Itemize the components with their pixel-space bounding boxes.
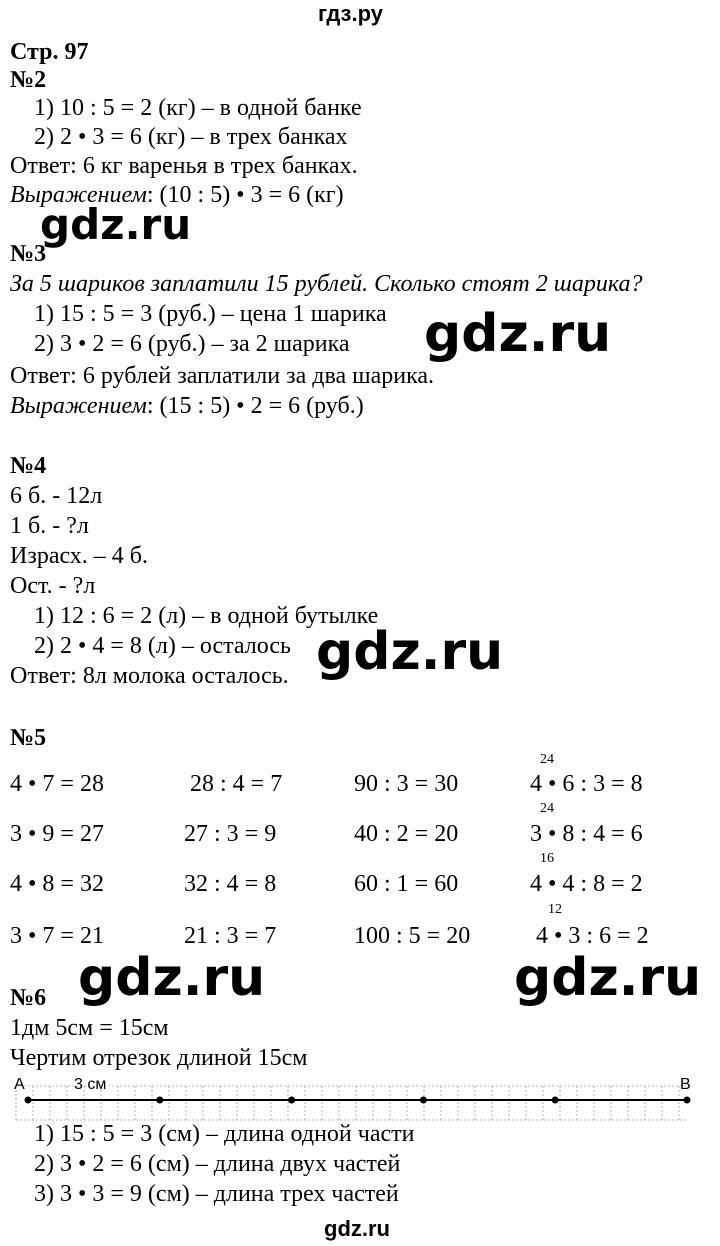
expression-label: Выражением xyxy=(10,393,147,419)
equation-cell: 3 • 7 = 21 xyxy=(10,923,104,949)
task-4-title: №4 xyxy=(10,453,47,479)
task-3-step-2: 2) 3 • 2 = 6 (руб.) – за 2 шарика xyxy=(34,331,350,357)
equation-cell: 28 : 4 = 7 xyxy=(190,771,283,797)
equation-cell: 90 : 3 = 30 xyxy=(354,771,459,797)
segment-ruler xyxy=(8,1078,702,1124)
task-6-step-1: 1) 15 : 5 = 3 (см) – длина одной части xyxy=(34,1121,415,1147)
equation-cell: 40 : 2 = 20 xyxy=(354,821,459,847)
task-4-given-4: Ост. - ?л xyxy=(10,573,96,599)
equation-cell: 4 • 6 : 3 = 8 xyxy=(530,771,643,797)
equation-cell: 32 : 4 = 8 xyxy=(184,871,277,897)
task-6-conversion: 1дм 5см = 15см xyxy=(10,1015,169,1041)
task-6-title: №6 xyxy=(10,985,47,1011)
equation-cell: 4 • 4 : 8 = 2 xyxy=(530,871,643,897)
footer-watermark: gdz.ru xyxy=(324,1216,390,1241)
task-5-title: №5 xyxy=(10,725,47,751)
unit-label: 3 см xyxy=(74,1076,107,1093)
watermark: gdz.ru xyxy=(316,622,504,682)
task-2-step-1: 1) 10 : 5 = 2 (кг) – в одной банке xyxy=(34,95,362,121)
segment-division-point xyxy=(156,1097,163,1104)
task-3-title: №3 xyxy=(10,241,47,267)
segment-division-point xyxy=(420,1097,427,1104)
watermark: gdz.ru xyxy=(514,948,702,1008)
segment-division-point xyxy=(288,1097,295,1104)
watermark: gdz.ru xyxy=(40,200,192,249)
expression-value: : (10 : 5) • 3 = 6 (кг) xyxy=(146,182,344,208)
intermediate-value: 12 xyxy=(548,902,562,917)
task-4-answer: Ответ: 8л молока осталось. xyxy=(10,663,289,689)
page-ref: Стр. 97 xyxy=(10,39,89,65)
task-3-answer: Ответ: 6 рублей заплатили за два шарика. xyxy=(10,363,435,389)
segment-division-point xyxy=(25,1097,32,1104)
task-4-given-3: Израсх. – 4 б. xyxy=(10,543,149,569)
equation-cell: 27 : 3 = 9 xyxy=(184,821,277,847)
point-b-label: B xyxy=(680,1076,691,1093)
equation-cell: 100 : 5 = 20 xyxy=(354,923,471,949)
equation-cell: 3 • 8 : 4 = 6 xyxy=(530,821,643,847)
task-4-given-1: 6 б. - 12л xyxy=(10,483,103,509)
task-6-instruction: Чертим отрезок длиной 15см xyxy=(10,1045,308,1071)
segment-division-point xyxy=(684,1097,691,1104)
task-2-step-2: 2) 2 • 3 = 6 (кг) – в трех банках xyxy=(34,124,348,150)
point-a-label: A xyxy=(14,1076,25,1093)
task-6-step-3: 3) 3 • 3 = 9 (см) – длина трех частей xyxy=(34,1181,399,1207)
equation-cell: 4 • 3 : 6 = 2 xyxy=(536,923,649,949)
equation-cell: 3 • 9 = 27 xyxy=(10,821,104,847)
segment-division-point xyxy=(552,1097,559,1104)
intermediate-value: 24 xyxy=(540,801,554,816)
equation-cell: 4 • 7 = 28 xyxy=(10,771,104,797)
task-6-step-2: 2) 3 • 2 = 6 (см) – длина двух частей xyxy=(34,1151,401,1177)
task-4-step-1: 1) 12 : 6 = 2 (л) – в одной бутылке xyxy=(34,603,379,629)
watermark: gdz.ru xyxy=(78,948,266,1008)
expression-value: : (15 : 5) • 2 = 6 (руб.) xyxy=(146,393,364,419)
expression-label: Выражением xyxy=(10,182,147,208)
intermediate-value: 16 xyxy=(540,851,554,866)
task-3-expression xyxy=(10,392,364,420)
site-header: гдз.ру xyxy=(318,1,383,26)
watermark: gdz.ru xyxy=(424,304,612,364)
equation-cell: 21 : 3 = 7 xyxy=(184,923,277,949)
task-4-step-2: 2) 2 • 4 = 8 (л) – осталось xyxy=(34,633,291,659)
equation-cell: 60 : 1 = 60 xyxy=(354,871,459,897)
task-2-answer: Ответ: 6 кг варенья в трех банках. xyxy=(10,153,358,179)
intermediate-value: 24 xyxy=(540,752,554,767)
task-4-given-2: 1 б. - ?л xyxy=(10,513,89,539)
ruler-graphic xyxy=(8,1078,702,1124)
task-3-step-1: 1) 15 : 5 = 3 (руб.) – цена 1 шарика xyxy=(34,301,387,327)
task-2-title: №2 xyxy=(10,67,47,93)
task-3-statement: За 5 шариков заплатили 15 рублей. Сколько стоят 2 шарика? xyxy=(10,271,643,297)
equation-cell: 4 • 8 = 32 xyxy=(10,871,104,897)
